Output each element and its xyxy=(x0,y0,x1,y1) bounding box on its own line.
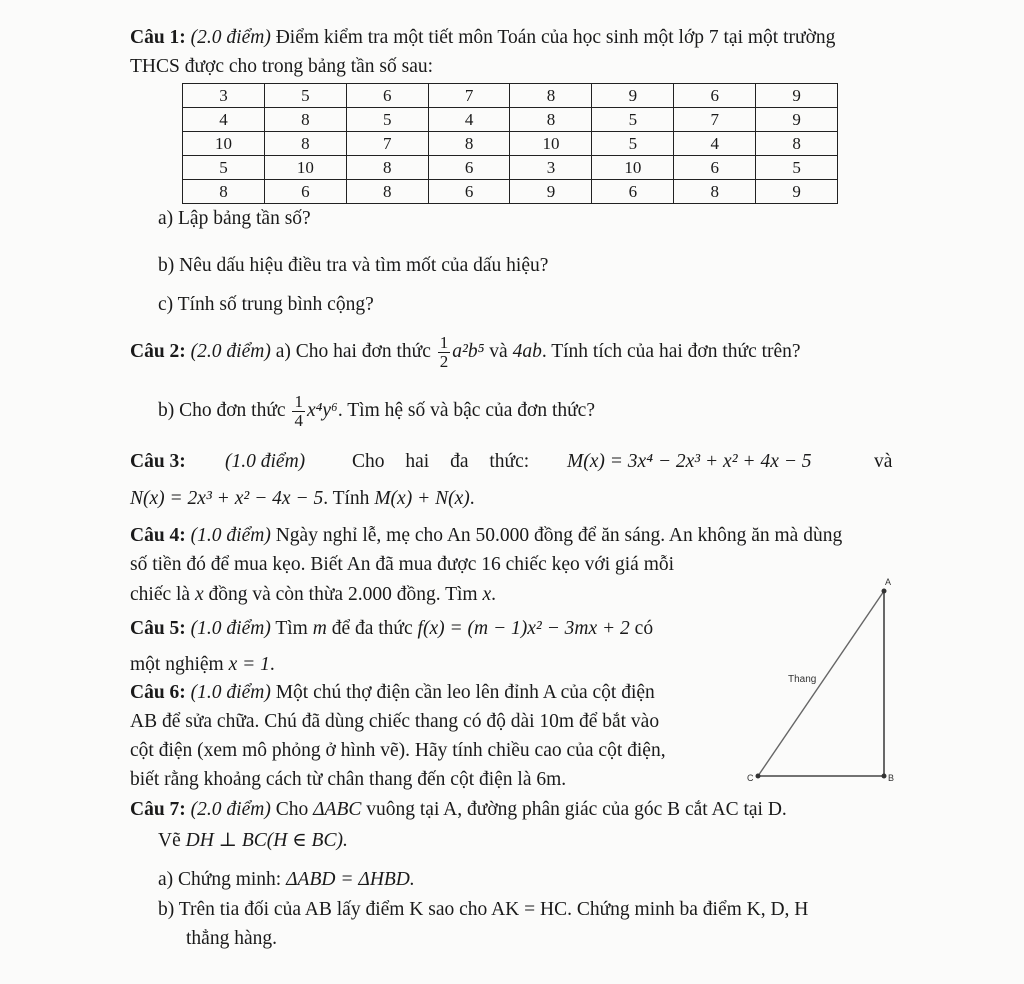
table-cell: 5 xyxy=(592,132,674,156)
cau7-a-prefix: a) Chứng minh: xyxy=(158,869,287,890)
cau1-a: a) Lập bảng tần số? xyxy=(158,208,311,229)
cau6-label: Câu 6: xyxy=(130,682,186,703)
table-cell: 4 xyxy=(428,108,510,132)
cau4-label: Câu 4: xyxy=(130,525,186,546)
table-cell: 5 xyxy=(346,108,428,132)
cau3-label: Câu 3: xyxy=(130,451,186,472)
table-cell: 6 xyxy=(428,180,510,204)
table-cell: 8 xyxy=(183,180,265,204)
cau2-line2 xyxy=(158,388,595,434)
cau7-line2 xyxy=(158,829,348,853)
poly-f: f(x) = (m − 1)x² − 3mx + 2 xyxy=(417,618,630,639)
cau5-line2b: . xyxy=(269,654,275,675)
label-B: B xyxy=(888,773,895,783)
table-cell: 8 xyxy=(264,108,346,132)
cau2-a-suffix: . Tính tích của hai đơn thức trên? xyxy=(541,341,801,362)
cau3-and: và xyxy=(874,451,893,472)
cau2-line1 xyxy=(130,329,801,375)
cau6-line3: cột điện (xem mô phỏng ở hình vẽ). Hãy tính chiều cao của cột điện, xyxy=(130,740,666,761)
cau7-b1: b) Trên tia đối của AB lấy điểm K sao cho AK = HC. Chứng minh ba điểm K, D, H xyxy=(158,899,809,920)
point-C xyxy=(756,774,761,779)
cau5-points: (1.0 điểm) xyxy=(190,618,271,639)
table-cell: 10 xyxy=(510,132,592,156)
triangle-abc: ΔABC xyxy=(313,799,362,820)
cau5-line1 xyxy=(130,617,653,641)
perp-expr: DH ⊥ BC(H ∈ BC). xyxy=(185,830,348,851)
cau4-line3a: chiếc là xyxy=(130,584,195,605)
cau2-a-prefix: a) Cho hai đơn thức xyxy=(270,341,436,362)
point-A xyxy=(882,589,887,594)
table-cell: 9 xyxy=(510,180,592,204)
cau6-text1: Một chú thợ điện cần leo lên đỉnh A của cột điện xyxy=(270,682,655,703)
var-x-2: x xyxy=(482,584,492,605)
table-cell: 9 xyxy=(756,180,838,204)
cau5-label: Câu 5: xyxy=(130,618,186,639)
table-cell: 6 xyxy=(592,180,674,204)
fraction-one-quarter: $\frac{1}{4}$ xyxy=(294,392,303,431)
table-cell: 4 xyxy=(183,108,265,132)
cau5-line2 xyxy=(130,653,275,677)
monomial-3: x⁴y⁶ xyxy=(306,400,338,421)
table-row xyxy=(183,132,838,156)
table-cell: 8 xyxy=(756,132,838,156)
table-cell: 8 xyxy=(264,132,346,156)
table-cell: 8 xyxy=(510,84,592,108)
root-x1: x = 1 xyxy=(228,654,270,675)
cau1-line1 xyxy=(130,26,835,50)
cau1-c: c) Tính số trung bình cộng? xyxy=(158,294,374,315)
poly-sum: M(x) + N(x) xyxy=(374,488,470,509)
table-cell: 5 xyxy=(264,84,346,108)
ladder-line xyxy=(758,591,884,776)
score-table xyxy=(182,83,838,204)
table-cell: 7 xyxy=(428,84,510,108)
cau4-text1: Ngày nghỉ lễ, mẹ cho An 50.000 đồng để ăn sáng. An không ăn mà dùng xyxy=(270,525,843,546)
table-row xyxy=(183,180,838,204)
cau7-label: Câu 7: xyxy=(130,799,186,820)
cau7-a-expr: ΔABD = ΔHBD. xyxy=(286,869,415,890)
cau4-line1 xyxy=(130,524,842,548)
table-cell: 8 xyxy=(674,180,756,204)
table-cell: 8 xyxy=(428,132,510,156)
cau7-a xyxy=(158,868,415,892)
cau4-line3c: . xyxy=(491,584,497,605)
table-cell: 6 xyxy=(264,180,346,204)
table-cell: 6 xyxy=(346,84,428,108)
table-cell: 9 xyxy=(756,84,838,108)
table-cell: 4 xyxy=(674,132,756,156)
cau7-points: (2.0 điểm) xyxy=(190,799,271,820)
cau1-line2: THCS được cho trong bảng tần số sau: xyxy=(130,56,434,77)
cau5-text2: để đa thức xyxy=(326,618,418,639)
table-cell: 5 xyxy=(592,108,674,132)
cau4-line3 xyxy=(130,583,496,607)
cau5-line2a: một nghiệm xyxy=(130,654,229,675)
table-row xyxy=(183,156,838,180)
cau4-line2: số tiền đó để mua kẹo. Biết An đã mua được 16 chiếc kẹo với giá mỗi xyxy=(130,554,675,575)
cau3-points: (1.0 điểm) xyxy=(225,451,306,472)
table-cell: 8 xyxy=(346,156,428,180)
table-cell: 8 xyxy=(346,180,428,204)
cau4-line3b: đồng và còn thừa 2.000 đồng. Tìm xyxy=(203,584,483,605)
table-cell: 9 xyxy=(756,108,838,132)
cau6-points: (1.0 điểm) xyxy=(190,682,271,703)
cau7-line1 xyxy=(130,798,787,822)
cau7-text1: Cho xyxy=(270,799,314,820)
table-row xyxy=(183,84,838,108)
cau3-tinh: . Tính xyxy=(323,488,375,509)
table-cell: 3 xyxy=(183,84,265,108)
poly-N: N(x) = 2x³ + x² − 4x − 5 xyxy=(130,488,324,509)
table-cell: 7 xyxy=(674,108,756,132)
cau2-b-prefix: b) Cho đơn thức xyxy=(158,400,291,421)
cau2-b-suffix: . Tìm hệ số và bậc của đơn thức? xyxy=(337,400,595,421)
label-C: C xyxy=(747,773,754,783)
table-cell: 10 xyxy=(183,132,265,156)
table-cell: 6 xyxy=(674,156,756,180)
fraction-one-half: $\frac{1}{2}$ xyxy=(439,333,449,372)
label-A: A xyxy=(885,577,892,587)
cau2-points: (2.0 điểm) xyxy=(190,341,271,362)
table-cell: 6 xyxy=(428,156,510,180)
cau7-text2: vuông tại A, đường phân giác của góc B cắt AC tại D. xyxy=(361,799,787,820)
cau6-line1 xyxy=(130,681,655,705)
table-cell: 10 xyxy=(592,156,674,180)
cau2-a-mid: và xyxy=(484,341,513,362)
cau6-line4: biết rằng khoảng cách từ chân thang đến cột điện là 6m. xyxy=(130,769,567,790)
cau1-b: b) Nêu dấu hiệu điều tra và tìm mốt của dấu hiệu? xyxy=(158,255,549,276)
cau3-line2 xyxy=(130,487,475,511)
table-cell: 8 xyxy=(510,108,592,132)
cau7-ve: Vẽ xyxy=(158,830,186,851)
cau5-text3: có xyxy=(629,618,654,639)
cau1-text1: Điểm kiểm tra một tiết môn Toán của học sinh một lớp 7 tại một trường xyxy=(270,27,836,48)
var-m: m xyxy=(312,618,327,639)
ladder-diagram xyxy=(738,575,908,795)
cau4-points: (1.0 điểm) xyxy=(190,525,271,546)
point-B xyxy=(882,774,887,779)
table-cell: 9 xyxy=(592,84,674,108)
table-cell: 5 xyxy=(756,156,838,180)
cau1-points: (2.0 điểm) xyxy=(190,27,271,48)
table-cell: 10 xyxy=(264,156,346,180)
monomial-1: a²b⁵ xyxy=(452,341,485,362)
cau3-end: . xyxy=(469,488,475,509)
poly-M: M(x) = 3x⁴ − 2x³ + x² + 4x − 5 xyxy=(567,451,812,472)
cau3-text: Cho hai đa thức: xyxy=(352,451,530,472)
cau7-b2: thẳng hàng. xyxy=(186,928,277,949)
table-cell: 5 xyxy=(183,156,265,180)
cau1-label: Câu 1: xyxy=(130,27,186,48)
label-ladder: Thang xyxy=(788,674,817,685)
cau6-line2: AB để sửa chữa. Chú đã dùng chiếc thang có độ dài 10m để bắt vào xyxy=(130,711,660,732)
table-cell: 7 xyxy=(346,132,428,156)
monomial-2: 4ab xyxy=(512,341,542,362)
table-cell: 6 xyxy=(674,84,756,108)
table-row xyxy=(183,108,838,132)
cau5-text1: Tìm xyxy=(270,618,313,639)
cau2-label: Câu 2: xyxy=(130,341,186,362)
table-cell: 3 xyxy=(510,156,592,180)
var-x: x xyxy=(194,584,204,605)
